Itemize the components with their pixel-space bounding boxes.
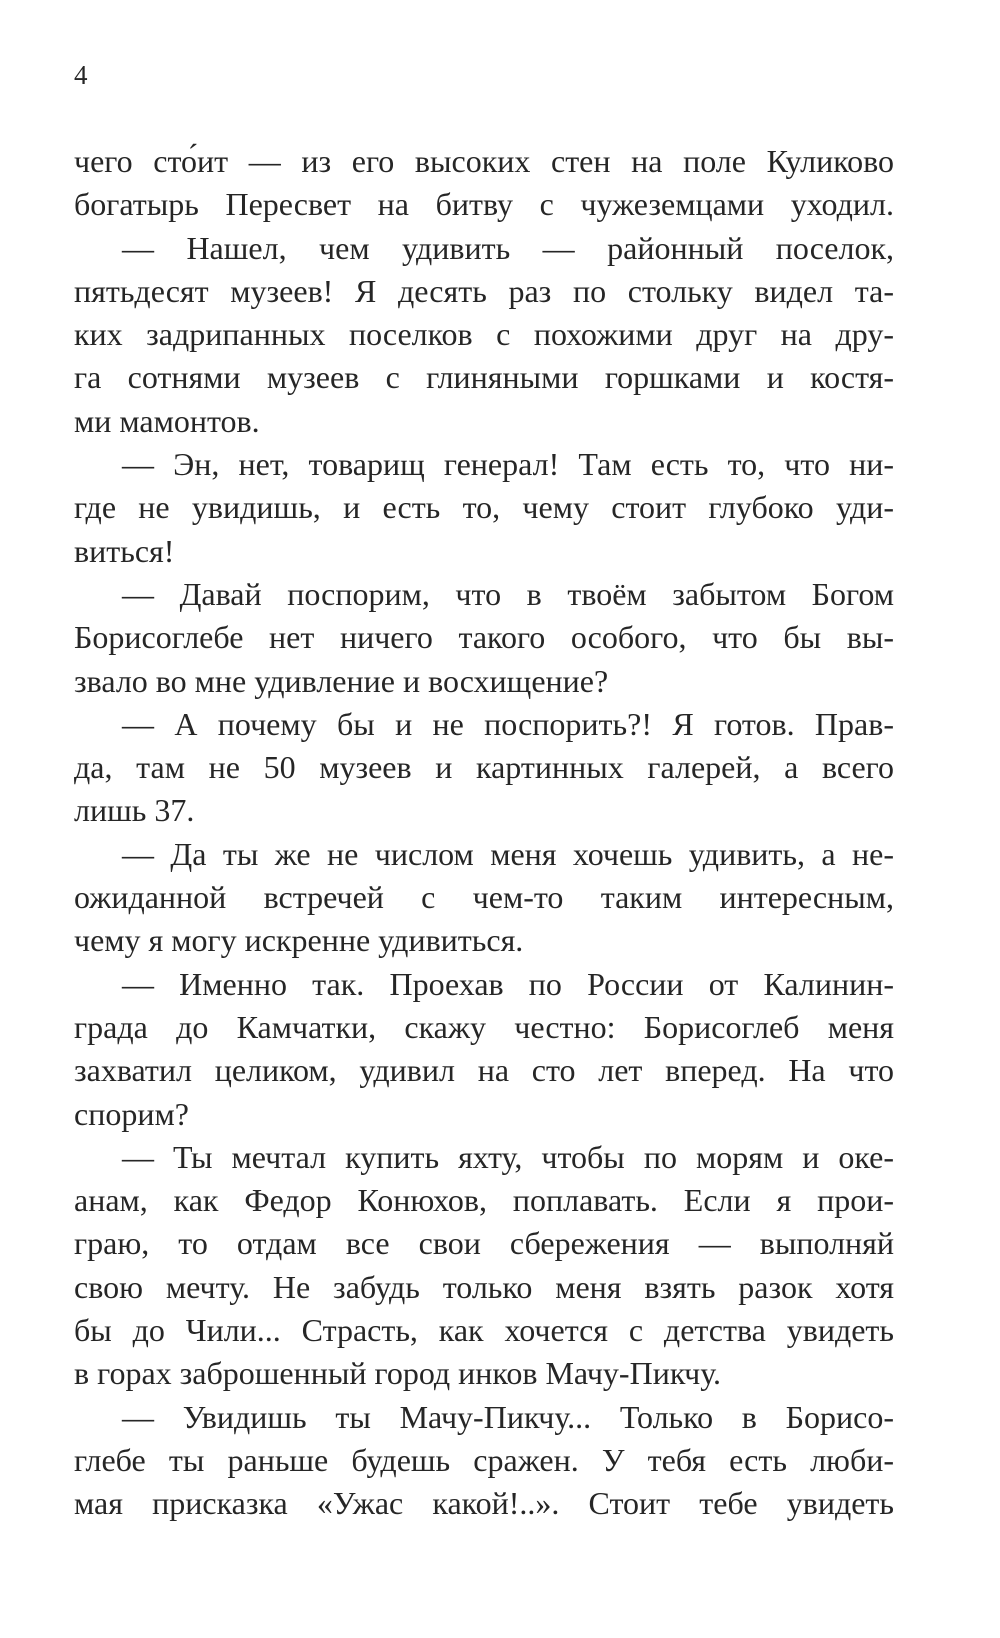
body-text bbox=[74, 140, 894, 1526]
text-line: звало во мне удивление и восхищение? bbox=[74, 662, 609, 699]
text-line: анам, как Федор Конюхов, поплавать. Если я прои- bbox=[74, 1182, 894, 1219]
text-line: ми мамонтов. bbox=[74, 402, 260, 439]
text-line: га сотнями музеев с глиняными горшками и костя- bbox=[74, 359, 894, 396]
text-line: да, там не 50 музеев и картинных галерей, а всего bbox=[74, 749, 894, 786]
text-line: бы до Чили... Страсть, как хочется с детства увидеть bbox=[74, 1312, 894, 1349]
text-line: ожиданной встречей с чем-то таким интересным, bbox=[74, 879, 894, 916]
text-line: в горах заброшенный город инков Мачу-Пикчу. bbox=[74, 1355, 721, 1392]
text-line: свою мечту. Не забудь только меня взять разок хотя bbox=[74, 1268, 894, 1305]
text-line: града до Камчатки, скажу честно: Борисоглеб меня bbox=[74, 1008, 894, 1045]
text-line: — Нашел, чем удивить — районный поселок, bbox=[122, 229, 894, 266]
text-line: мая присказка «Ужас какой!..». Стоит тебе увидеть bbox=[74, 1485, 894, 1522]
text-line: — Ты мечтал купить яхту, чтобы по морям и оке- bbox=[122, 1138, 894, 1175]
text-line: захватил целиком, удивил на сто лет вперед. На что bbox=[74, 1052, 894, 1089]
text-line: чему я могу искренне удивиться. bbox=[74, 922, 524, 959]
text-line: лишь 37. bbox=[74, 792, 195, 829]
text-line: глебе ты раньше будешь сражен. У тебя есть люби- bbox=[74, 1441, 894, 1478]
text-line: спорим? bbox=[74, 1095, 189, 1132]
page-number: 4 bbox=[74, 60, 88, 90]
text-line: — А почему бы и не поспорить?! Я готов. Прав- bbox=[122, 705, 894, 742]
text-line: виться! bbox=[74, 532, 175, 569]
text-line: пятьдесят музеев! Я десять раз по стольку видел та- bbox=[74, 272, 894, 309]
text-line: — Да ты же не числом меня хочешь удивить, а не- bbox=[122, 835, 894, 872]
text-line: граю, то отдам все свои сбережения — выполняй bbox=[74, 1225, 894, 1262]
text-line: чего сто́ит — из его высоких стен на поле Куликово bbox=[74, 143, 894, 179]
text-line: — Эн, нет, товарищ генерал! Там есть то, что ни- bbox=[122, 446, 894, 483]
text-line: — Увидишь ты Мачу-Пикчу... Только в Борисо- bbox=[122, 1398, 894, 1435]
text-line: ких задрипанных поселков с похожими друг на дру- bbox=[74, 316, 894, 353]
text-line: Борисоглебе нет ничего такого особого, что бы вы- bbox=[74, 619, 894, 656]
text-line: — Именно так. Проехав по России от Калинин- bbox=[122, 965, 894, 1002]
text-line: где не увидишь, и есть то, чему стоит глубоко уди- bbox=[74, 489, 894, 526]
text-line: богатырь Пересвет на битву с чужеземцами уходил. bbox=[74, 186, 894, 223]
text-line: — Давай поспорим, что в твоём забытом Богом bbox=[122, 575, 894, 612]
